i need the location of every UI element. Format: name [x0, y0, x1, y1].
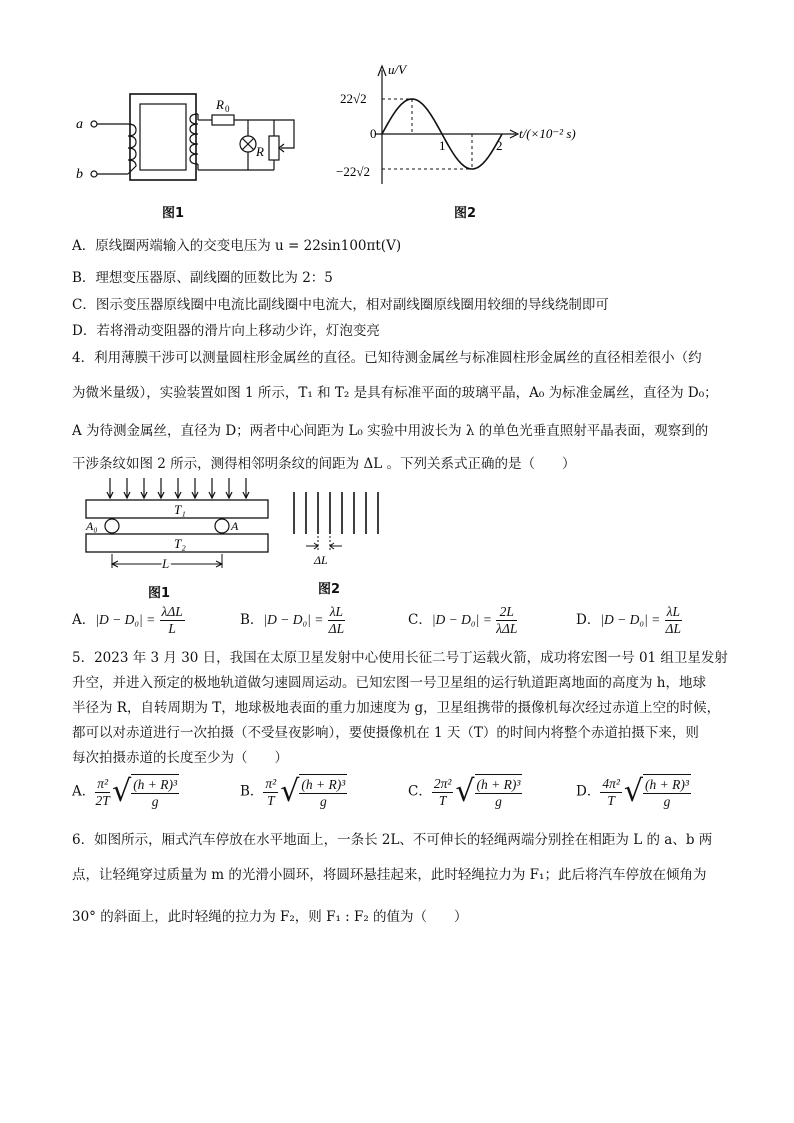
y-tick-top: 22√2: [340, 91, 367, 106]
q4-text-line4: 干涉条纹如图 2 所示，测得相邻明条纹的间距为 ΔL 。下列关系式正确的是（ ）: [72, 456, 576, 472]
q4-option-c: C．|D − D₀| = $\frac{2L}{\text{λΔL}}$: [408, 604, 518, 636]
svg-text:A: A: [231, 519, 239, 533]
q3-option-a: A．原线圈两端输入的交变电压为 u = 22sin100πt(V): [72, 238, 402, 254]
q5-text-line4: 都可以对赤道进行一次拍摄（不受昼夜影响），要使摄像机在 1 天（T）的时间内将整个赤道拍摄下来，则: [72, 725, 699, 741]
q6-text-line3: 30° 的斜面上，此时轻绳的拉力为 F₂，则 F₁ : F₂ 的值为（ ）: [72, 909, 468, 925]
q4-option-a: A．|D − D₀| = $\frac{\text{λΔL}}{L}$: [72, 604, 183, 636]
resistor-r0: [212, 115, 234, 125]
rheostat-r: [269, 136, 279, 160]
svg-text:0: 0: [225, 104, 230, 114]
svg-text:A₀: A₀: [86, 519, 98, 533]
q5-option-a: A． $\frac{\text{π²}}{2T}$ √ $\frac{\text{(h + R)³}}{g}$: [72, 774, 178, 809]
x-axis-label: t/(×10⁻² s): [519, 126, 576, 141]
y-axis-label: u/V: [388, 62, 407, 77]
q6-text-line2: 点，让轻绳穿过质量为 m 的光滑小圆环，将圆环悬挂起来，此时轻绳拉力为 F₁；此后将汽车停放在倾角为: [72, 867, 707, 883]
q5-text-line3: 半径为 R，自转周期为 T，地球极地表面的重力加速度为 g，卫星组携带的摄像机每次经过赤道上空的时候，: [72, 700, 721, 716]
q4-option-d: D．|D − D₀| = $\frac{\lambda L}{\Delta L}$: [576, 604, 681, 636]
q5-text-line2: 升空，并进入预定的极地轨道做匀速圆周运动。已知宏图一号卫星组的运行轨道距离地面的高度为 h，地球: [72, 675, 706, 691]
q3-option-b: B．理想变压器原、副线圈的匝数比为 2：5: [72, 270, 333, 286]
q3-option-c: C．图示变压器原线圈中电流比副线圈中电流大，相对副线圈原线圈用较细的导线绕制即可: [72, 297, 609, 313]
q3-option-d: D．若将滑动变阻器的滑片向上移动少许，灯泡变亮: [72, 323, 380, 339]
svg-text:L: L: [162, 556, 170, 571]
voltage-waveform-figure: [336, 60, 636, 190]
terminal-a-label: a: [76, 117, 83, 132]
secondary-coil: [190, 114, 198, 164]
transformer-circuit-figure: [72, 84, 312, 194]
waveform-fig-label: 图2: [454, 206, 477, 221]
svg-text:R: R: [216, 97, 224, 112]
circuit-fig-label: 图1: [162, 206, 185, 221]
origin-label: 0: [370, 126, 377, 141]
q6-text-line1: 6．如图所示，厢式汽车停放在水平地面上，一条长 2L、不可伸长的轻绳两端分别拴在相距为 L 的 a、b 两: [72, 832, 713, 848]
svg-text:ΔL: ΔL: [314, 553, 328, 567]
q5-option-d: D． $\frac{\text{4π²}}{T}$ √ $\frac{\text{(h + R)³}}{g}$: [576, 774, 689, 809]
q4-text-line2: 为微米量级），实验装置如图 1 所示，T₁ 和 T₂ 是具有标准平面的玻璃平晶，A₀ 为标准金属丝，直径为 D₀；: [72, 385, 718, 401]
q5-option-c: C． $\frac{\text{2π²}}{T}$ √ $\frac{\text{(h + R)³}}{g}$: [408, 774, 521, 809]
q4-text-line3: A 为待测金属丝，直径为 D；两者中心间距为 L₀ 实验中用波长为 λ 的单色光垂直照射平晶表面，观察到的: [72, 423, 709, 439]
svg-text:T₁: T₁: [174, 502, 186, 517]
q5-text-line1: 5．2023 年 3 月 30 日，我国在太原卫星发射中心使用长征二号丁运载火箭，成功将宏图一号 01 组卫星发射: [72, 650, 728, 666]
x-tick-2: 2: [496, 138, 503, 153]
terminal-b-label: b: [76, 167, 83, 182]
wire-a: [215, 519, 229, 533]
terminal-b-node: [91, 171, 97, 177]
primary-coil: [128, 124, 136, 174]
interference-fringes-figure: [284, 490, 384, 568]
q5-text-line5: 每次拍摄赤道的长度至少为（ ）: [72, 750, 288, 766]
terminal-a-node: [91, 121, 97, 127]
apparatus-fig-label: 图1: [148, 586, 171, 601]
svg-text:T₂: T₂: [174, 536, 186, 551]
svg-text:R: R: [256, 144, 264, 159]
q4-option-b: B．|D − D₀| = $\frac{\lambda L}{\Delta L}$: [240, 604, 345, 636]
wire-a0: [105, 519, 119, 533]
x-tick-1: 1: [439, 138, 446, 153]
q4-text-line1: 4．利用薄膜干涉可以测量圆柱形金属丝的直径。已知待测金属丝与标准圆柱形金属丝的直径相差很小（约: [72, 350, 702, 366]
fringes-fig-label: 图2: [318, 582, 341, 597]
y-tick-bottom: −22√2: [336, 164, 370, 179]
q5-option-b: B． $\frac{\text{π²}}{T}$ √ $\frac{\text{(h + R)³}}{g}$: [240, 774, 346, 809]
thin-film-apparatus-figure: [80, 476, 280, 582]
